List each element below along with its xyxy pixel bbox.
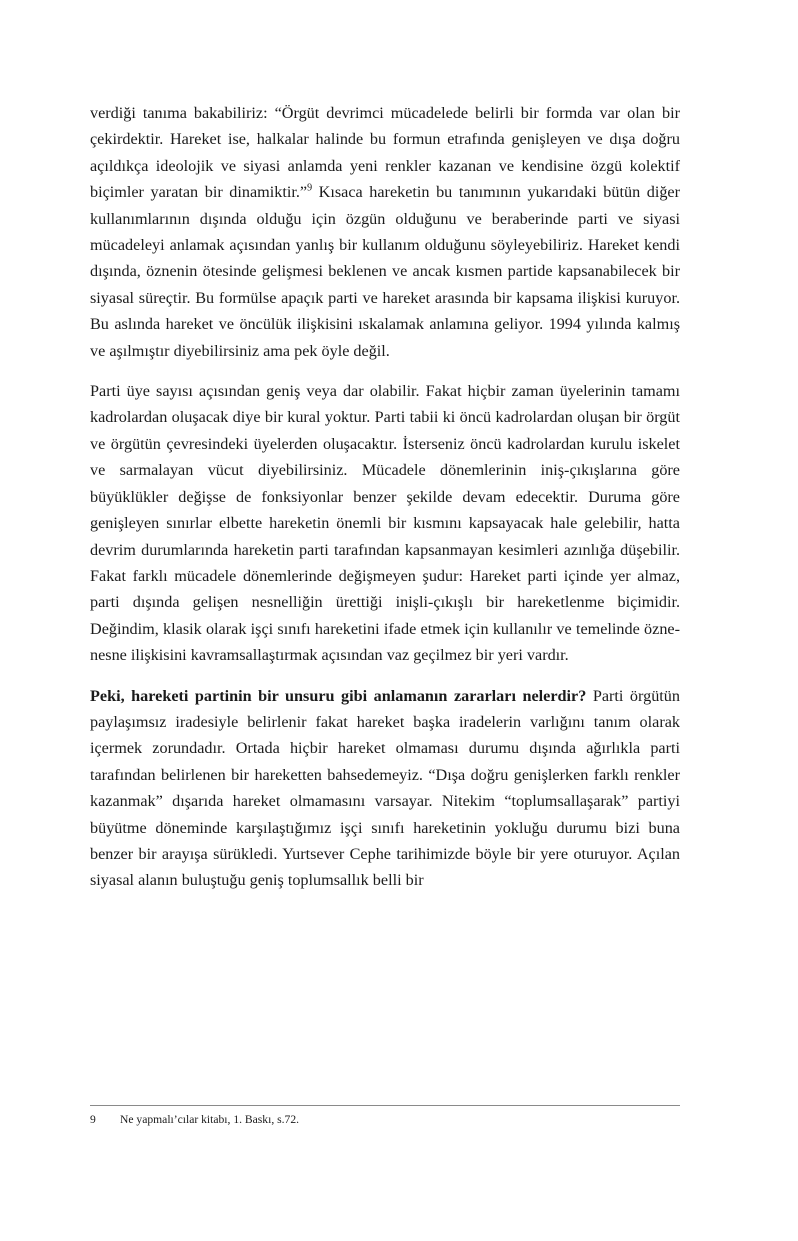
footnote-divider (90, 1105, 680, 1106)
paragraph-2-text: Parti üye sayısı açısından geniş veya dar olabilir. Fakat hiçbir zaman üyelerinin tamamı kadrolardan oluşacak diye bir kural yoktur. Parti tabii ki öncü kadrolardan oluşan bir örgüt ve örgütün çevresindeki üyelerden oluşacaktır. İsterseniz öncü kadrolardan kurulu iskelet ve sarmalayan vücut diyebilirsiniz. Mücadele dönemlerinin iniş-çıkışlarına göre büyüklükler değişse de fonksiyonlar benzer şekilde devam edecektir. Duruma göre genişleyen sınırlar elbette hareketin önemli bir kısmını kapsayacak hale gelebilir, hatta devrim durumlarında hareketin parti tarafından kapsanmayan kesimleri azınlığa düşebilir. Fakat farklı mücadele dönemlerinde değişmeyen şudur: Hareket parti içinde yer almaz, parti dışında gelişen nesnelliğin ürettiği inişli-çıkışlı bir hareketlenme biçimidir. Değindim, klasik olarak işçi sınıfı hareketini ifade etmek için kullanılır ve temelinde özne-nesne ilişkisini kavramsallaştırmak açısından vaz geçilmez bir yeri vardır. (90, 382, 680, 665)
footnote-number: 9 (90, 1113, 96, 1126)
paragraph-3 (90, 683, 680, 894)
paragraph-1 (90, 100, 680, 364)
paragraph-3-text: Parti örgütün paylaşımsız iradesiyle belirlenir fakat hareket başka iradelerin varlığını tanım olarak içermek zorundadır. Ortada hiçbir hareket olmaması durumu dışında ağırlıkla parti tarafından belirlenen bir hareketten bahsedemeyiz. “Dışa doğru genişlerken farklı renkler kazanmak” dışarıda hareket olmamasını varsayar. Nitekim “toplumsallaşarak” partiyi büyütme döneminde karşılaştığımız işçi sınıfı hareketinin yokluğu durumu bizi buna benzer bir arayışa sürükledi. Yurtsever Cephe tarihimizde böyle bir yere oturuyor. Açılan siyasal alanın buluştuğu geniş toplumsallık belli bir (90, 686, 680, 890)
page-body (90, 100, 680, 894)
paragraph-2 (90, 378, 680, 668)
paragraph-3-lead: Peki, hareketi partinin bir unsuru gibi anlamanın zararları nelerdir? (90, 686, 587, 705)
footnote-area (90, 1112, 690, 1128)
paragraph-1-text-continued: Kısaca hareketin bu tanımının yukarıdaki bütün diğer kullanımlarının dışında olduğu için özgün olduğunu ve beraberinde parti ve siyasi mücadeleyi anlamak açısından yanlış bir kullanım olduğunu söyleyebiliriz. Hareket kendi dışında, öznenin ötesinde gelişmesi beklenen ve ancak kısmen partide kapsanabilecek bir siyasal süreçtir. Bu formülse apaçık parti ve hareket arasında bir kapsama ilişkisi kuruyor. Bu aslında hareket ve öncülük ilişkisini ıskalamak anlamına geliyor. 1994 yılında kalmış ve aşılmıştır diyebilirsiniz ama pek öyle değil. (90, 183, 680, 360)
footnote-text: Ne yapmalı’cılar kitabı, 1. Baskı, s.72. (120, 1113, 300, 1126)
paragraph-1-text: verdiği tanıma bakabiliriz: “Örgüt devrimci mücadelede belirli bir formda var olan bir çekirdektir. Hareket ise, halkalar halinde bu formun etrafında genişleyen ve dışa doğru açıldıkça ideolojik ve siyasi anlamda yeni renkler kazanan ve kendisine özgü kolektif biçimler yaratan bir dinamiktir.” (90, 104, 680, 202)
footnote-marker-9: 9 (307, 182, 313, 194)
